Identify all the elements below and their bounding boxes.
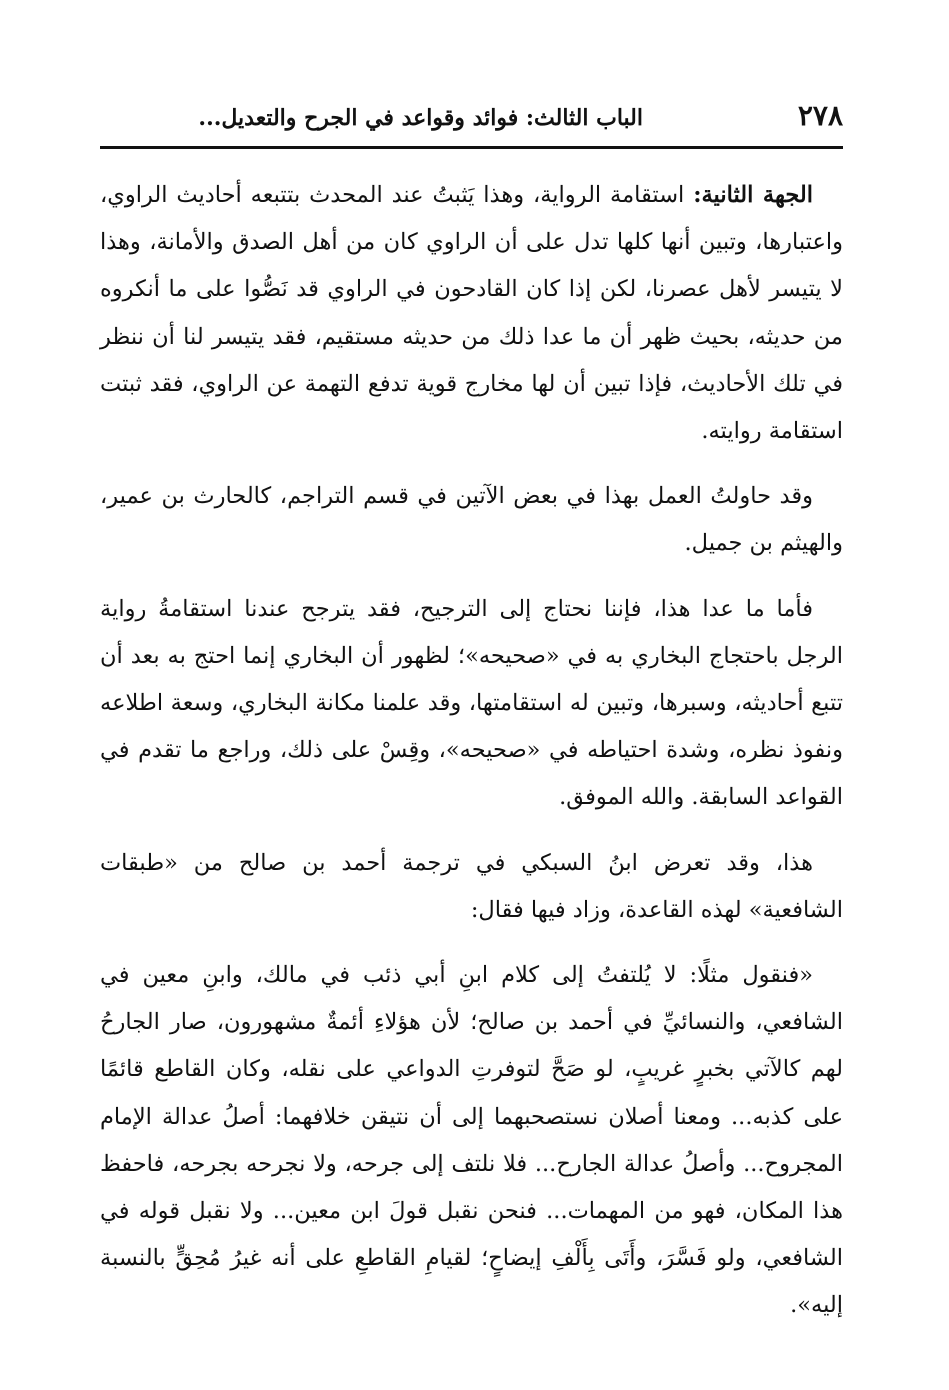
- paragraph-4: هذا، وقد تعرض ابنُ السبكي في ترجمة أحمد بن صالح من «طبقات الشافعية» لهذه القاعدة، وزاد فيها فقال:: [100, 849, 843, 923]
- paragraph-5-quote: «فنقول مثلًا: لا يُلتفتُ إلى كلام ابنِ أبي ذئب في مالك، وابنِ معين في الشافعي، والنسائيِّ في أحمد بن صالح؛ لأن هؤلاءِ أئمةٌ مشهورون، صار الجارحُ لهم كالآتي بخبرٍ غريبٍ، لو صَحَّ لتوفرتِ الدواعي على نقله، وكان القاطع قائمًا على كذبه... ومعنا أصلان نستصحبهما إلى أن نتيقن خلافهما: أصلُ عدالة الإمام المجروح... وأصلُ عدالة الجارح... فلا نلتف إلى جرحه، ولا نجرحه بجرحه، فاحفظ هذا المكان، فهو من المهمات... فنحن نقبل قولَ ابن معين... ولا نقبل قوله في الشافعي، ولو فَسَّرَ، وأَتَى بِأَلْفِ إيضاحٍ؛ لقيامِ القاطعِ على أنه غيرُ مُحِقٍّ بالنسبة إليه».: [100, 962, 843, 1319]
- paragraph-3: فأما ما عدا هذا، فإننا نحتاج إلى الترجيح، فقد يترجح عندنا استقامةُ رواية الرجل باحتجاج البخاري به في «صحيحه»؛ لظهور أن البخاري إنما احتج به بعد أن تتبع أحاديثه، وسبرها، وتبين له استقامتها، وقد علمنا مكانة البخاري، وسعة اطلاعه ونفوذ نظره، وشدة احتياطه في «صحيحه»، وقِسْ على ذلك، وراجع ما تقدم في القواعد السابقة. والله الموفق.: [100, 595, 843, 811]
- page-number: ٢٧٨: [797, 99, 843, 132]
- running-header: [100, 96, 843, 140]
- paragraph-text: استقامة الرواية، وهذا يَثبتُ عند المحدث بتتبعه أحاديث الراوي، واعتبارها، وتبين أنها كلها تدل على أن الراوي كان من أهل الصدق والأمانة، وهذا لا يتيسر لأهل عصرنا، لكن إذا كان القادحون في الراوي قد نَصُّوا على ما أنكروه من حديثه، بحيث ظهر أن ما عدا ذلك من حديثه مستقيم، فقد يتيسر لنا أن ننظر في تلك الأحاديث، فإذا تبين أن لها مخارج قوية تدفع التهمة عن الراوي، فقد ثبتت استقامة روايته.: [100, 182, 843, 445]
- header-rule: [100, 146, 843, 149]
- chapter-title: الباب الثالث: فوائد وقواعد في الجرح والتعديل...: [198, 105, 643, 131]
- paragraph-lead: الجهة الثانية:: [693, 182, 813, 208]
- body-text: [100, 172, 843, 1348]
- paragraph-1: [100, 172, 843, 455]
- paragraph-2: وقد حاولتُ العمل بهذا في بعض الآتين في قسم التراجم، كالحارث بن عمير، والهيثم بن جميل.: [100, 483, 843, 557]
